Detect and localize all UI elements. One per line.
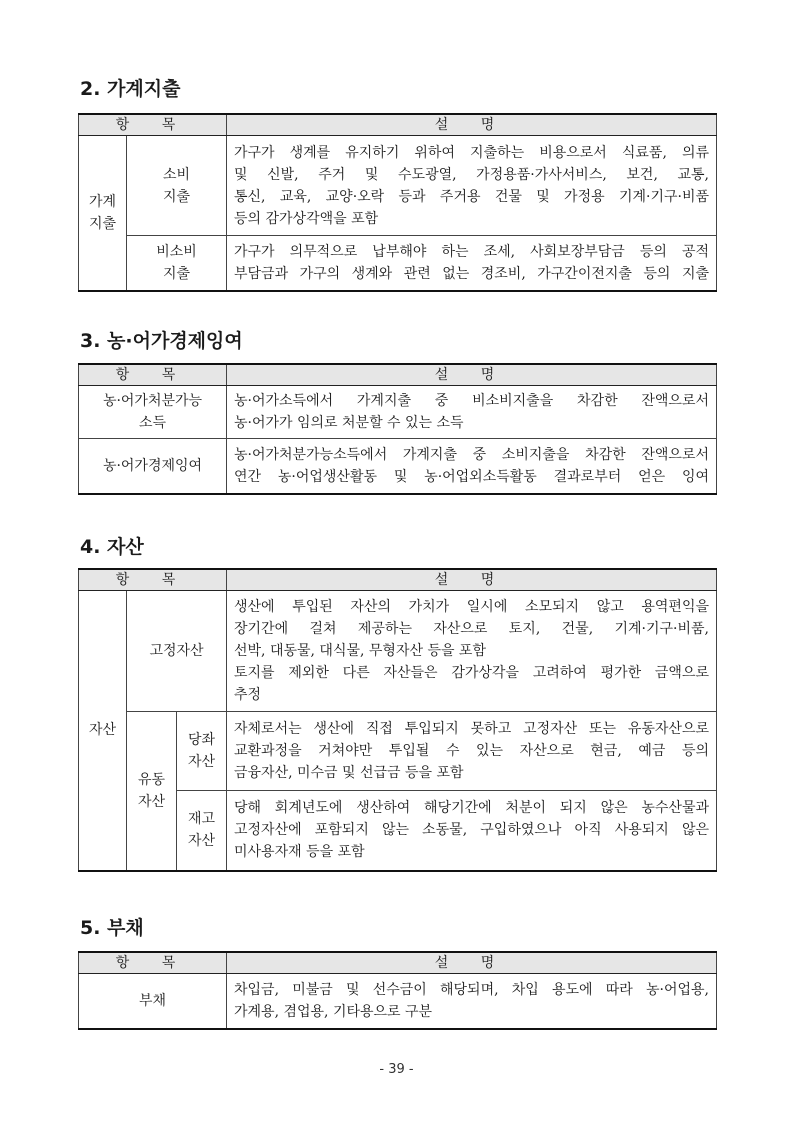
- subgroup-label: 유동 자산: [127, 712, 177, 871]
- section-title: 5. 부채: [80, 917, 144, 939]
- table-row: [79, 386, 717, 439]
- row-desc: 자체로서는 생산에 직접 투입되지 못하고 고정자산 또는 유동자산으로 교환과정을 거쳐야만 투입될 수 있는 자산으로 현금, 예금 등의 금융자산, 미수금 및 선급금 등을 포함: [227, 712, 717, 791]
- row-label: 소비 지출: [127, 136, 227, 236]
- table-header: [79, 952, 717, 974]
- page-number: - 39 -: [379, 1062, 414, 1077]
- group-label: 자산: [79, 591, 127, 871]
- header-item: 항 목: [79, 569, 227, 591]
- header-desc: 설 명: [227, 114, 717, 136]
- header-desc: 설 명: [227, 364, 717, 386]
- header-item: 항 목: [79, 364, 227, 386]
- row-desc: 차입금, 미불금 및 선수금이 해당되며, 차입 용도에 따라 농·어업용, 가계용, 겸업용, 기타용으로 구분: [227, 974, 717, 1029]
- row-desc: 농·어가처분가능소득에서 가계지출 중 소비지출을 차감한 잔액으로서 연간 농·어업생산활동 및 농·어업외소득활동 결과로부터 얻은 잉여: [227, 439, 717, 494]
- table-header: [79, 114, 717, 136]
- group-label: 가계 지출: [79, 136, 127, 291]
- liabilities-table: [78, 951, 717, 1030]
- row-label: 농·어가처분가능 소득: [79, 386, 227, 439]
- table-header: [79, 569, 717, 591]
- household-expenditure-table: [78, 113, 717, 292]
- row-label: 당좌 자산: [177, 712, 227, 791]
- header-item: 항 목: [79, 952, 227, 974]
- row-desc: 농·어가소득에서 가계지출 중 비소비지출을 차감한 잔액으로서 농·어가가 임의로 처분할 수 있는 소득: [227, 386, 717, 439]
- section-title: 3. 농·어가경제잉여: [80, 330, 243, 352]
- row-desc: 생산에 투입된 자산의 가치가 일시에 소모되지 않고 용역편익을 장기간에 걸쳐 제공하는 자산으로 토지, 건물, 기계·기구·비품, 선박, 대동물, 대식물, 무형자산 등을 포함 토지를 제외한 다른 자산들은 감가상각을 고려하여 평가한 금액으로 추정: [227, 591, 717, 712]
- table-row: [79, 236, 717, 291]
- row-desc: 가구가 생계를 유지하기 위하여 지출하는 비용으로서 식료품, 의류 및 신발, 주거 및 수도광열, 가정용품·가사서비스, 보건, 교통, 통신, 교육, 교양·오락 등과 주거용 건물 및 가정용 기계·기구·비품 등의 감가상각액을 포함: [227, 136, 717, 236]
- section-title: 4. 자산: [80, 536, 144, 558]
- table-row: [79, 974, 717, 1029]
- row-label: 고정자산: [127, 591, 227, 712]
- row-desc: 당해 회계년도에 생산하여 해당기간에 처분이 되지 않은 농수산물과 고정자산에 포함되지 않는 소동물, 구입하였으나 아직 사용되지 않은 미사용자재 등을 포함: [227, 791, 717, 871]
- row-label: 재고 자산: [177, 791, 227, 871]
- assets-table: [78, 568, 717, 872]
- table-row: [79, 591, 717, 712]
- row-label: 부채: [79, 974, 227, 1029]
- section-title: 2. 가계지출: [80, 78, 181, 100]
- table-header: [79, 364, 717, 386]
- table-row: [79, 712, 717, 791]
- row-label: 농·어가경제잉여: [79, 439, 227, 494]
- header-item: 항 목: [79, 114, 227, 136]
- row-desc: 가구가 의무적으로 납부해야 하는 조세, 사회보장부담금 등의 공적 부담금과 가구의 생계와 관련 없는 경조비, 가구간이전지출 등의 지출: [227, 236, 717, 291]
- header-desc: 설 명: [227, 952, 717, 974]
- row-label: 비소비 지출: [127, 236, 227, 291]
- table-row: [79, 136, 717, 236]
- surplus-table: [78, 363, 717, 495]
- header-desc: 설 명: [227, 569, 717, 591]
- table-row: [79, 439, 717, 494]
